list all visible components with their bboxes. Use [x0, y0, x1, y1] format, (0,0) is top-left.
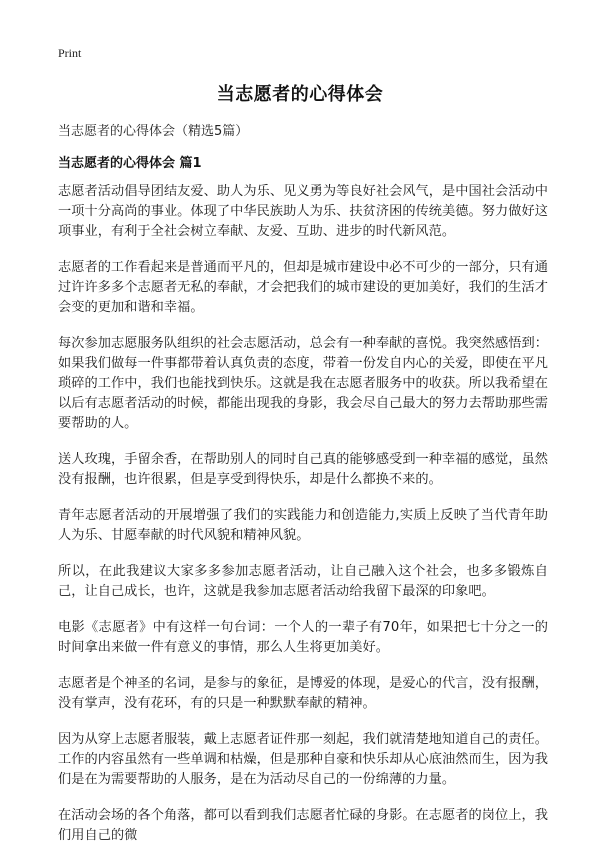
- paragraph: 志愿者是个神圣的名词，是参与的象征，是博爱的体现，是爱心的代言，没有报酬，没有掌声，没有花环，有的只是一种默默奉献的精神。: [58, 676, 548, 711]
- paragraph: 所以，在此我建议大家多多参加志愿者活动，让自己融入这个社会，也多多锻炼自己，让自己成长，也许，这就是我参加志愿者活动给我留下最深的印象吧。: [58, 564, 548, 599]
- paragraph: 在活动会场的各个角落，都可以看到我们志愿者忙碌的身影。在志愿者的岗位上，我们用自己的微: [58, 808, 548, 843]
- paragraph: 因为从穿上志愿者服装，戴上志愿者证件那一刻起，我们就清楚地知道自己的责任。工作的内容虽然有一些单调和枯燥，但是那种自豪和快乐却从心底油然而生，因为我们是在为需要帮助的人服务，是在为活动尽自己的一份绵薄的力量。: [58, 732, 548, 787]
- paragraph: 志愿者的工作看起来是普通而平凡的，但却是城市建设中必不可少的一部分，只有通过许许多多个志愿者无私的奉献，才会把我们的城市建设的更加美好，我们的生活才会变的更加和谐和幸福。: [58, 260, 548, 315]
- section-heading: 当志愿者的心得体会 篇1: [58, 156, 202, 171]
- paragraph: 青年志愿者活动的开展增强了我们的实践能力和创造能力,实质上反映了当代青年助人为乐、甘愿奉献的时代风貌和精神风貌。: [58, 508, 548, 543]
- paragraph: 志愿者活动倡导团结友爱、助人为乐、见义勇为等良好社会风气，是中国社会活动中一项十分高尚的事业。体现了中华民族助人为乐、扶贫济困的传统美德。努力做好这项事业，有利于全社会树立奉献、友爱、互助、进步的时代新风范。: [58, 184, 548, 239]
- paragraph: 电影《志愿者》中有这样一句台词：一个人的一辈子有70年，如果把七十分之一的时间拿出来做一件有意义的事情，那么人生将更加美好。: [58, 620, 548, 655]
- print-link[interactable]: Print: [58, 46, 82, 60]
- paragraph: 送人玫瑰，手留余香，在帮助别人的同时自己真的能够感受到一种幸福的感觉，虽然没有报酬，也许很累，但是享受到得快乐，却是什么都换不来的。: [58, 452, 548, 487]
- document-subtitle: 当志愿者的心得体会（精选5篇）: [58, 124, 249, 139]
- article-body: [58, 182, 548, 862]
- paragraph: 每次参加志愿服务队组织的社会志愿活动，总会有一种奉献的喜悦。我突然感悟到：如果我们做每一件事都带着认真负责的态度，带着一份发自内心的关爱，即使在平凡琐碎的工作中，我们也能找到快乐。这就是我在志愿者服务中的收获。所以我希望在以后有志愿者活动的时候，都能出现我的身影，我会尽自己最大的努力去帮助那些需要帮助的人。: [58, 336, 548, 431]
- page-title: 当志愿者的心得体会: [216, 84, 384, 105]
